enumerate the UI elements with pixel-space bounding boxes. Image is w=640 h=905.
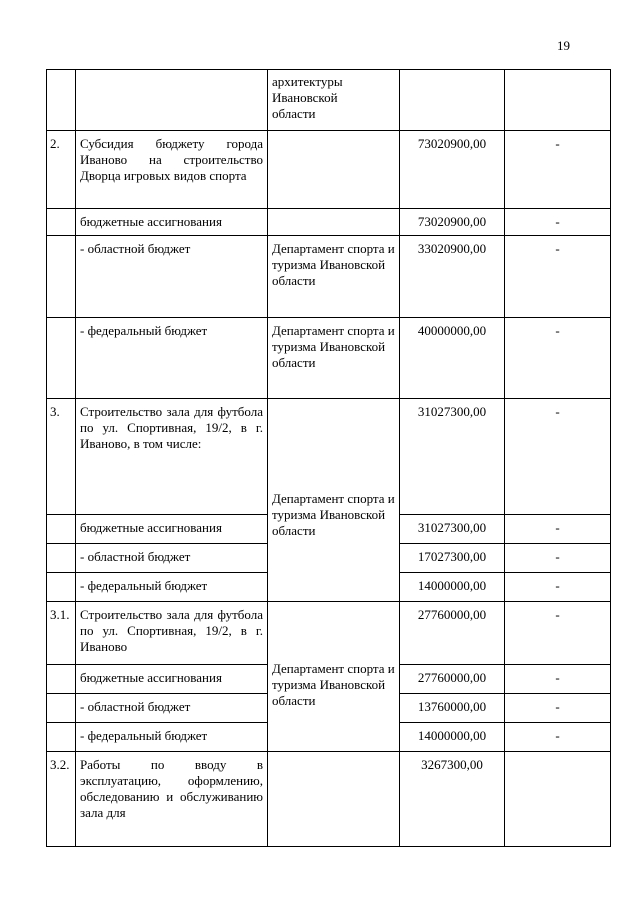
row-description xyxy=(76,70,268,131)
table-row xyxy=(47,318,611,399)
row-description: - областной бюджет xyxy=(76,236,268,318)
row-amount: 13760000,00 xyxy=(400,694,505,723)
row-description: бюджетные ассигнования xyxy=(76,665,268,694)
row-number xyxy=(47,209,76,236)
row-other: - xyxy=(505,236,611,318)
page-number: 19 xyxy=(557,38,570,53)
row-other: - xyxy=(505,602,611,665)
row-responsible: Департамент спорта и туризма Ивановской области xyxy=(268,318,400,399)
row-amount: 27760000,00 xyxy=(400,665,505,694)
row-number: 3.2. xyxy=(47,752,76,847)
row-description: бюджетные ассигнования xyxy=(76,515,268,544)
row-amount: 3267300,00 xyxy=(400,752,505,847)
table-row xyxy=(47,752,611,847)
row-number: 3. xyxy=(47,399,76,515)
table-row xyxy=(47,399,611,515)
table-row xyxy=(47,70,611,131)
row-number xyxy=(47,544,76,573)
row-amount: 73020900,00 xyxy=(400,209,505,236)
row-other: - xyxy=(505,573,611,602)
row-amount xyxy=(400,70,505,131)
row-description: - федеральный бюджет xyxy=(76,318,268,399)
row-number: 2. xyxy=(47,131,76,209)
row-amount: 40000000,00 xyxy=(400,318,505,399)
row-amount: 73020900,00 xyxy=(400,131,505,209)
row-responsible xyxy=(268,752,400,847)
row-description: - федеральный бюджет xyxy=(76,723,268,752)
row-other: - xyxy=(505,318,611,399)
row-other: - xyxy=(505,544,611,573)
row-amount: 31027300,00 xyxy=(400,399,505,515)
row-other: - xyxy=(505,665,611,694)
row-description: - областной бюджет xyxy=(76,544,268,573)
row-responsible: Департамент спорта и туризма Ивановской области xyxy=(268,399,400,602)
table-row xyxy=(47,602,611,665)
row-number xyxy=(47,665,76,694)
row-other: - xyxy=(505,723,611,752)
row-number xyxy=(47,318,76,399)
row-number: 3.1. xyxy=(47,602,76,665)
row-amount: 31027300,00 xyxy=(400,515,505,544)
row-number xyxy=(47,70,76,131)
row-amount: 14000000,00 xyxy=(400,573,505,602)
row-other: - xyxy=(505,694,611,723)
row-amount: 14000000,00 xyxy=(400,723,505,752)
row-responsible: архитектуры Ивановской области xyxy=(268,70,400,131)
row-description: - областной бюджет xyxy=(76,694,268,723)
row-other xyxy=(505,70,611,131)
row-description: - федеральный бюджет xyxy=(76,573,268,602)
row-other xyxy=(505,752,611,847)
row-number xyxy=(47,515,76,544)
row-responsible: Департамент спорта и туризма Ивановской области xyxy=(268,602,400,752)
row-amount: 33020900,00 xyxy=(400,236,505,318)
table-row xyxy=(47,131,611,209)
row-number xyxy=(47,694,76,723)
row-number xyxy=(47,236,76,318)
row-description: Строительство зала для футбола по ул. Спортивная, 19/2, в г. Иваново, в том числе: xyxy=(76,399,268,515)
row-other: - xyxy=(505,399,611,515)
row-other: - xyxy=(505,515,611,544)
budget-table xyxy=(46,69,611,847)
row-description: бюджетные ассигнования xyxy=(76,209,268,236)
table-row xyxy=(47,209,611,236)
row-responsible xyxy=(268,209,400,236)
row-other: - xyxy=(505,209,611,236)
row-description: Строительство зала для футбола по ул. Спортивная, 19/2, в г. Иваново xyxy=(76,602,268,665)
row-amount: 17027300,00 xyxy=(400,544,505,573)
row-description: Работы по вводу в эксплуатацию, оформлению, обследованию и обслуживанию зала для xyxy=(76,752,268,847)
row-responsible xyxy=(268,131,400,209)
row-description: Субсидия бюджету города Иваново на строительство Дворца игровых видов спорта xyxy=(76,131,268,209)
row-other: - xyxy=(505,131,611,209)
row-number xyxy=(47,573,76,602)
row-responsible: Департамент спорта и туризма Ивановской области xyxy=(268,236,400,318)
table-row xyxy=(47,236,611,318)
row-number xyxy=(47,723,76,752)
row-amount: 27760000,00 xyxy=(400,602,505,665)
